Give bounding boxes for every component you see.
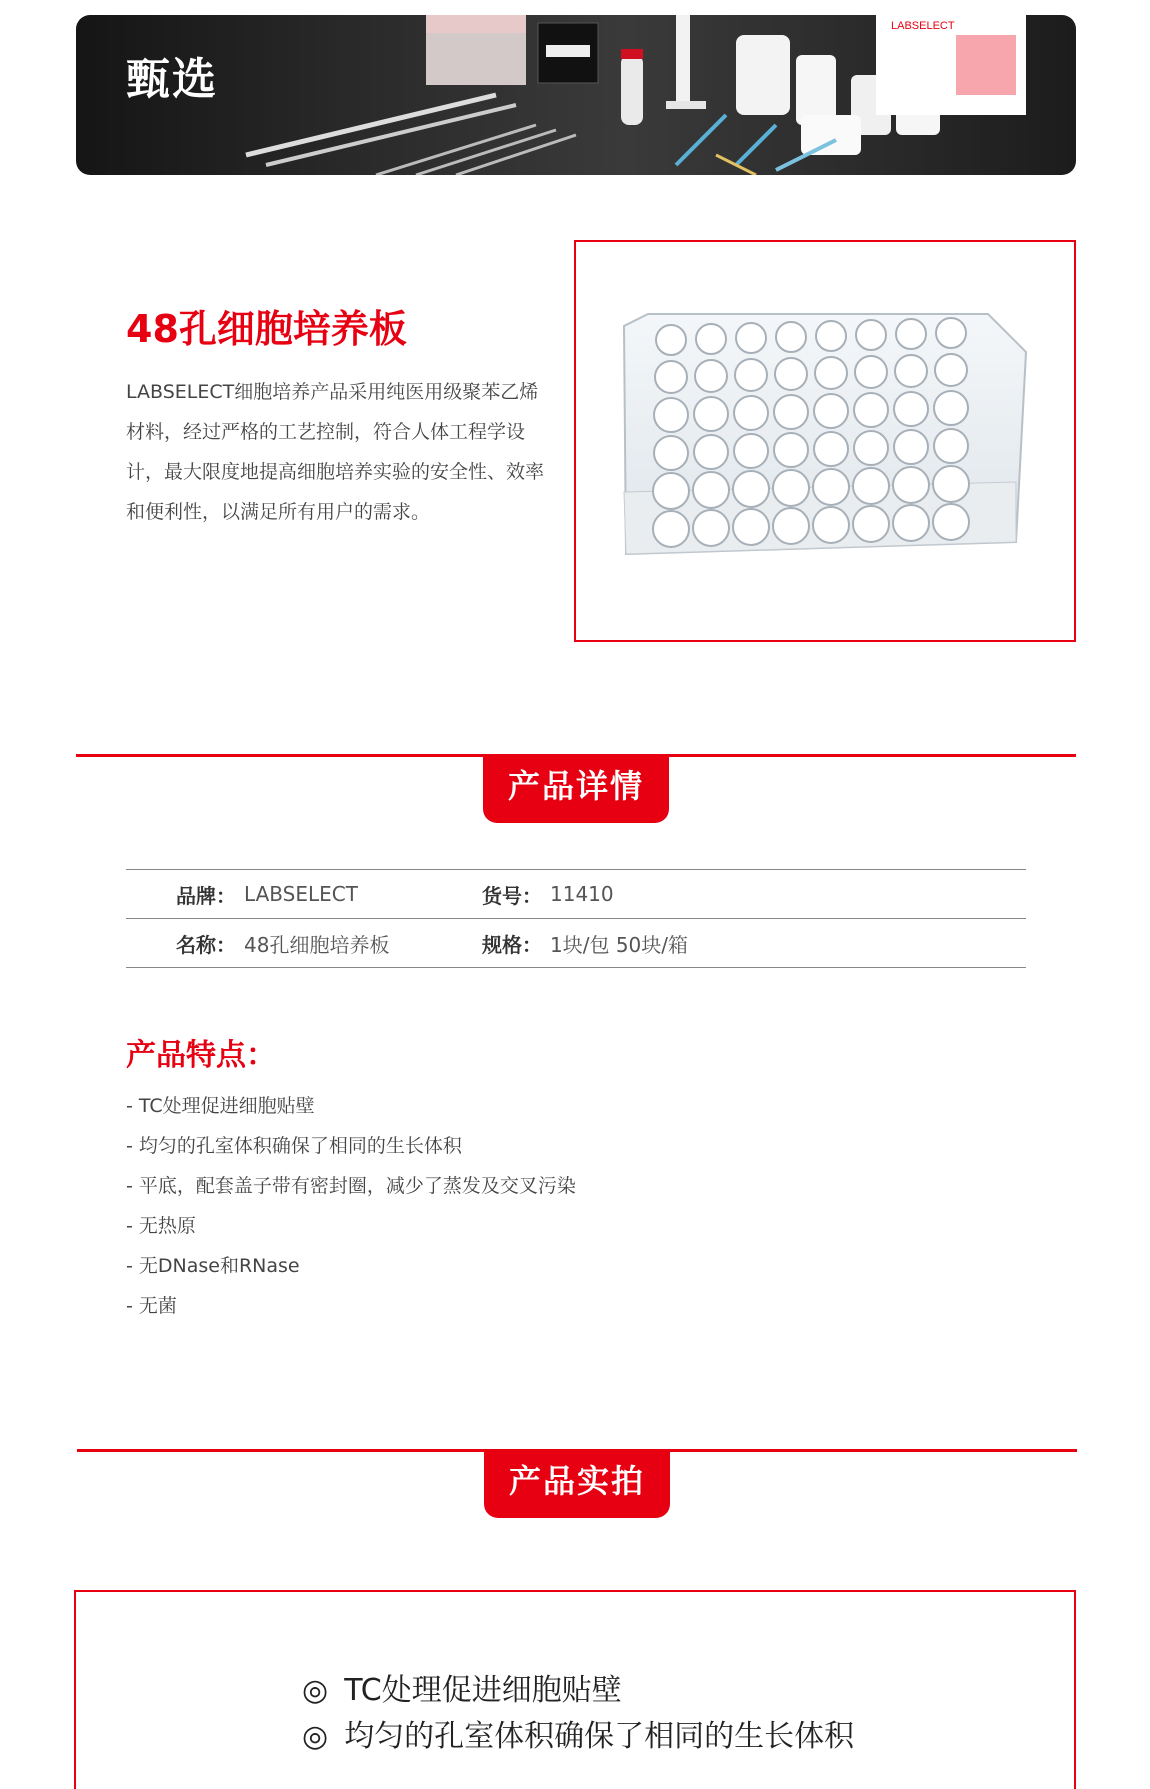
features-title: 产品特点： bbox=[126, 1038, 276, 1073]
list-item: - 无热原 bbox=[126, 1215, 196, 1237]
list-item: - TC处理促进细胞贴壁 bbox=[126, 1095, 315, 1117]
list-item bbox=[302, 1714, 854, 1760]
double-circle-icon: ◎ bbox=[302, 1719, 329, 1754]
name-value: 48孔细胞培养板 bbox=[244, 932, 390, 957]
spec-label: 规格： bbox=[482, 932, 542, 957]
header-banner bbox=[76, 15, 1076, 175]
name-label: 名称： bbox=[176, 932, 236, 957]
list-item bbox=[302, 1668, 854, 1714]
features-list bbox=[126, 1086, 576, 1326]
box-logo-text: LABSELECT bbox=[891, 20, 955, 32]
double-circle-icon: ◎ bbox=[302, 1673, 329, 1708]
list-item: - 均匀的孔室体积确保了相同的生长体积 bbox=[126, 1135, 462, 1157]
photo-item-text: TC处理促进细胞贴壁 bbox=[344, 1673, 622, 1708]
spec-value: 1块/包 50块/箱 bbox=[550, 932, 689, 957]
table-row bbox=[126, 870, 1026, 919]
product-image-frame bbox=[574, 240, 1076, 642]
product-description: LABSELECT细胞培养产品采用纯医用级聚苯乙烯材料，经过严格的工艺控制，符合人体工程学设计，最大限度地提高细胞培养实验的安全性、效率和便利性，以满足所有用户的需求。 bbox=[126, 381, 545, 523]
list-item: - 无菌 bbox=[126, 1295, 177, 1317]
photo-feature-list bbox=[302, 1668, 854, 1760]
culture-plate-image bbox=[576, 242, 1074, 640]
brand-label: 品牌： bbox=[176, 883, 236, 908]
photo-section-tab: 产品实拍 bbox=[484, 1450, 670, 1518]
item-no-label: 货号： bbox=[482, 883, 542, 908]
photo-item-text: 均匀的孔室体积确保了相同的生长体积 bbox=[344, 1719, 855, 1754]
list-item: - 平底，配套盖子带有密封圈，减少了蒸发及交叉污染 bbox=[126, 1175, 576, 1197]
lab-products-illustration bbox=[76, 15, 1076, 175]
list-item: - 无DNase和RNase bbox=[126, 1255, 300, 1277]
banner-title: 甄选 bbox=[126, 54, 218, 105]
item-no-value: 11410 bbox=[550, 882, 614, 906]
details-table bbox=[126, 869, 1026, 968]
product-title: 48孔细胞培养板 bbox=[126, 307, 407, 351]
table-row bbox=[126, 919, 1026, 968]
details-section-tab: 产品详情 bbox=[483, 755, 669, 823]
brand-value: LABSELECT bbox=[244, 882, 358, 906]
